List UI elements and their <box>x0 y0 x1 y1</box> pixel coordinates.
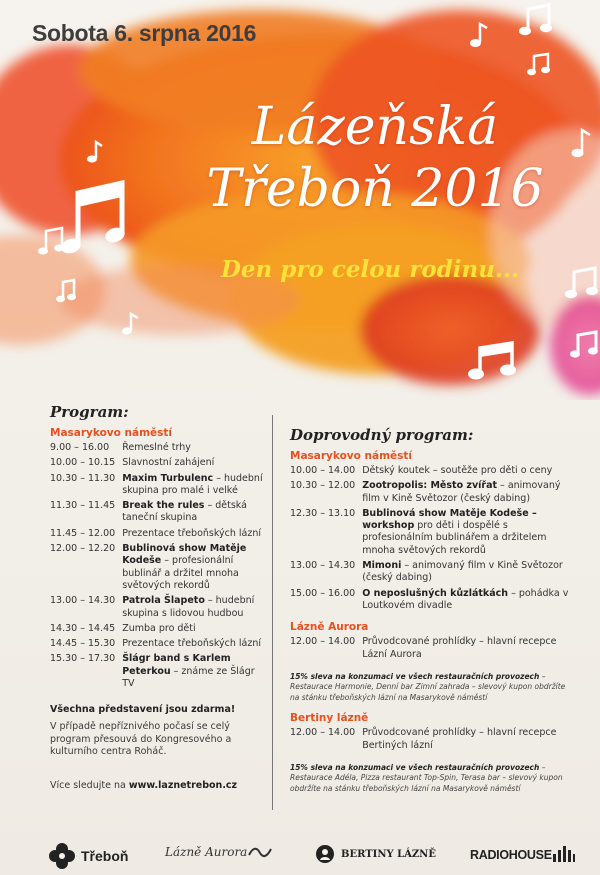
promo-text: – Restaurace Adéla, Pizza restaurant Top-Spin, Terasa bar – slevový kupon obdržíte na stánku třeboňských lázní na Masarykově náměstí <box>290 762 563 793</box>
schedule-row <box>50 623 264 638</box>
event-description: – profesionální bublinář a držitel mnoha světových rekordů <box>122 555 239 591</box>
logo-radiohouse-text: RADIOHOUSE <box>470 848 552 862</box>
schedule-row <box>290 465 570 480</box>
performer-name: Maxim Turbulenc <box>122 472 214 484</box>
more-info <box>50 780 264 791</box>
performer-name: Patrola Šlapeto <box>122 595 205 607</box>
accompanying-schedule-2 <box>290 636 570 664</box>
schedule-row <box>50 653 264 693</box>
schedule-row <box>50 595 264 623</box>
event-date: Sobota 6. srpna 2016 <box>32 20 257 46</box>
event-description: Dětský koutek – soutěže pro děti o ceny <box>362 465 553 476</box>
event-description: Zumba pro děti <box>122 622 196 634</box>
schedule-row <box>290 727 570 755</box>
schedule-row <box>50 457 264 472</box>
schedule-time: 13.00 – 14.30 <box>290 560 356 572</box>
venue-heading: Masarykovo náměstí <box>50 427 173 439</box>
event-description: – dětská taneční skupina <box>122 500 247 524</box>
music-note-icon <box>527 52 551 78</box>
sponsor-logos <box>0 830 600 875</box>
event-description: Slavnostní zahájení <box>122 457 215 469</box>
event-description: – hudební skupina s lidovou hudbou <box>122 595 255 619</box>
logo-bertiny <box>315 844 436 864</box>
schedule-event <box>362 508 570 560</box>
performer-name: Mimoni <box>362 560 402 572</box>
schedule-time: 10.30 – 11.30 <box>50 472 116 484</box>
schedule-row <box>290 480 570 508</box>
schedule-event <box>362 588 570 616</box>
event-description: – animovaný film v Kině Světozor (český dabing) <box>362 560 563 584</box>
performer-name: Bublinová show Matěje Kodeše – workshop <box>362 507 537 532</box>
logo-radiohouse <box>470 844 576 866</box>
schedule-row <box>50 442 264 457</box>
schedule-event <box>122 457 264 472</box>
event-description: – známe ze Šlágr TV <box>122 665 255 690</box>
schedule-time: 9.00 – 16.00 <box>50 442 110 453</box>
promo-text: – Restaurace Harmonie, Denní bar Zimní zahrada – slevový kupon obdržíte na stánku třeboňských lázní na Masarykově náměstí <box>290 671 566 702</box>
logo-trebon <box>48 842 128 870</box>
event-description: Průvodcované prohlídky – hlavní recepce Bertiných lázní <box>362 727 557 751</box>
bertiny-medallion-icon <box>315 844 335 864</box>
promo-note <box>290 763 570 795</box>
schedule-time: 15.00 – 16.00 <box>290 587 356 599</box>
trebon-crest-icon <box>48 842 76 870</box>
venue-heading: Lázně Aurora <box>290 621 369 634</box>
logo-aurora-text: Lázně Aurora <box>165 845 248 859</box>
title-line-2: Třeboň 2016 <box>206 159 544 219</box>
promo-bold: 15% sleva na konzumaci ve všech restauračních provozech <box>290 762 540 772</box>
subtitle: Den pro celou rodinu... <box>220 256 520 283</box>
schedule-row <box>290 636 570 664</box>
music-note-icon <box>38 225 66 257</box>
performer-name: Šlágr band s Karlem Peterkou <box>122 653 231 677</box>
schedule-row <box>290 588 570 616</box>
event-description: Řemeslné trhy <box>122 442 191 453</box>
schedule-time: 14.45 – 15.30 <box>50 638 116 650</box>
accompanying-heading: Doprovodný program: <box>290 426 474 444</box>
schedule-time: 10.00 – 10.15 <box>50 457 116 469</box>
schedule-event <box>362 480 570 508</box>
program-heading: Program: <box>50 403 129 421</box>
schedule-time: 12.00 – 14.00 <box>290 636 356 648</box>
schedule-event <box>122 442 264 457</box>
schedule-event <box>122 473 264 501</box>
event-description: – hudební skupina pro malé i velké <box>122 472 263 496</box>
schedule-time: 12.00 – 14.00 <box>290 727 356 739</box>
music-note-icon <box>519 2 553 38</box>
event-description: Prezentace třeboňských lázní <box>122 527 262 539</box>
logo-aurora <box>165 845 273 859</box>
schedule-time: 15.30 – 17.30 <box>50 653 116 665</box>
event-description: pro děti i dospělé s profesionálním bublinářem a držitelem mnoha světových rekordů <box>362 520 547 556</box>
schedule-row <box>50 528 264 543</box>
music-note-icon <box>570 330 600 360</box>
schedule-time: 13.00 – 14.30 <box>50 595 116 607</box>
schedule-time: 11.45 – 12.00 <box>50 527 116 539</box>
schedule-row <box>50 638 264 653</box>
event-description: – animovaný film v Kině Světozor (český dabing) <box>362 480 561 504</box>
schedule-event <box>122 653 264 693</box>
music-note-icon <box>468 22 490 48</box>
schedule-event <box>362 636 570 664</box>
venue-heading: Masarykovo náměstí <box>290 450 413 462</box>
column-divider <box>272 415 273 810</box>
wave-icon <box>247 845 273 859</box>
music-note-icon <box>56 278 78 304</box>
website-link[interactable]: www.laznetrebon.cz <box>128 780 238 792</box>
schedule-time: 12.00 – 12.20 <box>50 543 116 555</box>
schedule-time: 11.30 – 11.45 <box>50 500 116 512</box>
schedule-row <box>50 543 264 595</box>
music-note-icon <box>86 140 104 164</box>
music-note-icon <box>60 175 140 265</box>
program-schedule <box>50 442 264 693</box>
schedule-time: 14.30 – 14.45 <box>50 622 116 634</box>
event-description: – pohádka v Loutkovém divadle <box>362 587 569 611</box>
accompanying-schedule-1 <box>290 465 570 615</box>
performer-name: Break the rules <box>122 500 205 512</box>
performer-name: Zootropolis: Město zvířat <box>362 480 498 492</box>
schedule-event <box>122 638 264 653</box>
music-note-icon <box>468 340 516 382</box>
program-column <box>50 403 264 791</box>
schedule-event <box>122 623 264 638</box>
logo-trebon-text: Třeboň <box>81 848 129 864</box>
schedule-event <box>362 727 570 755</box>
schedule-row <box>290 508 570 560</box>
schedule-event <box>122 543 264 595</box>
schedule-event <box>362 465 570 480</box>
weather-note: V případě nepříznivého počasí se celý program přesouvá do Kongresového a kulturního centra Roháč. <box>50 721 232 757</box>
event-description: Průvodcované prohlídky – hlavní recepce Lázní Aurora <box>362 636 557 660</box>
title-line-1: Lázeňská <box>251 97 499 157</box>
free-entry-note: Všechna představení jsou zdarma! <box>50 704 236 716</box>
music-note-icon <box>565 265 599 301</box>
accompanying-column <box>290 426 570 794</box>
promo-bold: 15% sleva na konzumaci ve všech restauračních provozech <box>290 671 540 681</box>
schedule-time: 10.30 – 12.00 <box>290 480 356 492</box>
schedule-event <box>122 595 264 623</box>
event-description: Prezentace třeboňských lázní <box>122 638 262 650</box>
page-title <box>165 96 585 220</box>
venue-heading: Bertiny lázně <box>290 712 369 725</box>
radio-bars-icon <box>552 844 576 866</box>
schedule-time: 10.00 – 14.00 <box>290 465 356 476</box>
schedule-time: 12.30 – 13.10 <box>290 507 356 519</box>
schedule-event <box>122 528 264 543</box>
schedule-row <box>50 473 264 501</box>
accompanying-schedule-3 <box>290 727 570 755</box>
performer-name: O neposlušných kůzlátkách <box>362 587 509 599</box>
schedule-row <box>50 500 264 528</box>
logo-bertiny-text: BERTINY LÁZNĚ <box>341 848 436 860</box>
promo-note <box>290 672 570 704</box>
schedule-row <box>290 560 570 588</box>
schedule-event <box>122 500 264 528</box>
more-info-label: Více sledujte na <box>50 780 126 792</box>
performer-name: Bublinová show Matěje Kodeše <box>122 543 247 567</box>
music-note-icon <box>120 312 140 336</box>
schedule-event <box>362 560 570 588</box>
